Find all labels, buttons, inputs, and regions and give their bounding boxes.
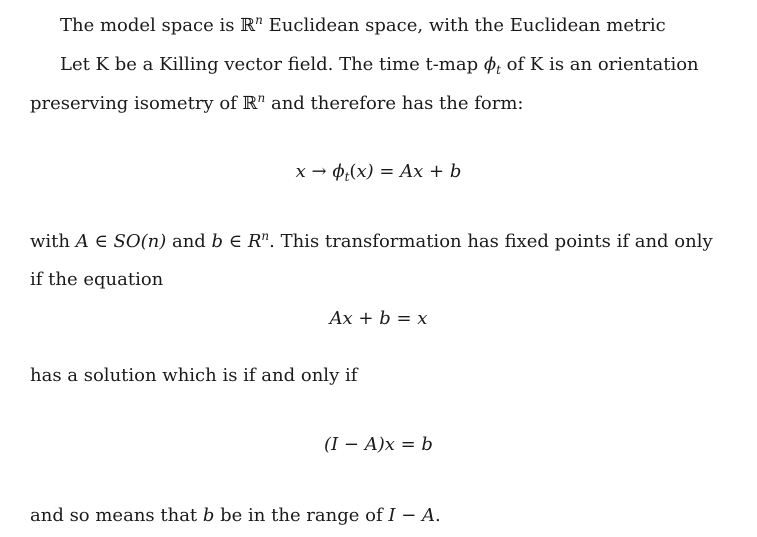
math-b: b: [202, 505, 215, 526]
text: of K is an orientation: [500, 54, 699, 75]
paragraph-range: [30, 505, 441, 527]
paragraph-killing-line-1: [60, 54, 699, 76]
exponent: n: [255, 13, 263, 27]
text: and: [166, 231, 212, 252]
reals-symbol: ℝ: [240, 15, 256, 36]
text: .: [435, 505, 441, 526]
text: has a solution which is if and only if: [30, 365, 358, 386]
equation-fixed-point: [0, 308, 757, 330]
subscript: t: [496, 63, 501, 77]
math-SO: SO: [113, 231, 141, 252]
eq-text: (I − A)x = b: [324, 434, 433, 455]
eq-text: Ax + b = x: [329, 308, 428, 329]
phi-symbol: ϕ: [332, 161, 345, 182]
equation-linear: [0, 434, 757, 456]
reals-symbol: ℝ: [242, 93, 258, 114]
eq-var: x: [295, 161, 306, 182]
paragraph-solution: [30, 365, 357, 387]
paragraph-fixed-points-line-1: [30, 231, 713, 253]
text: The model space is: [60, 15, 241, 36]
exponent: n: [261, 229, 270, 243]
element-of: ∈: [223, 231, 248, 252]
subscript: t: [344, 170, 350, 184]
eq-arrow: →: [305, 161, 333, 182]
text: and therefore has the form:: [265, 93, 524, 114]
math-b: b: [211, 231, 224, 252]
text: preserving isometry of: [30, 93, 243, 114]
math-SO-arg: (n): [140, 231, 167, 252]
text: with: [30, 231, 76, 252]
exponent: n: [257, 91, 266, 105]
eq-rhs: ) = Ax + b: [366, 161, 462, 182]
math-I-minus-A: I − A: [388, 505, 435, 526]
math-A: A: [75, 231, 89, 252]
paragraph-model-space: [60, 15, 666, 37]
equation-map: [0, 161, 757, 183]
eq-var: x: [356, 161, 367, 182]
paragraph-killing-line-2: [30, 93, 523, 115]
paragraph-fixed-points-line-2: [30, 269, 163, 291]
eq-paren: (: [349, 161, 357, 182]
text: be in the range of: [214, 505, 389, 526]
text: Let K be a Killing vector field. The time t-map: [60, 54, 484, 75]
text: . This transformation has fixed points if and only: [269, 231, 713, 252]
text: if the equation: [30, 269, 164, 290]
math-R: R: [247, 231, 262, 252]
text: Euclidean space, with the Euclidean metric: [262, 15, 666, 36]
phi-symbol: ϕ: [483, 54, 497, 75]
text: and so means that: [30, 505, 203, 526]
element-of: ∈: [88, 231, 114, 252]
